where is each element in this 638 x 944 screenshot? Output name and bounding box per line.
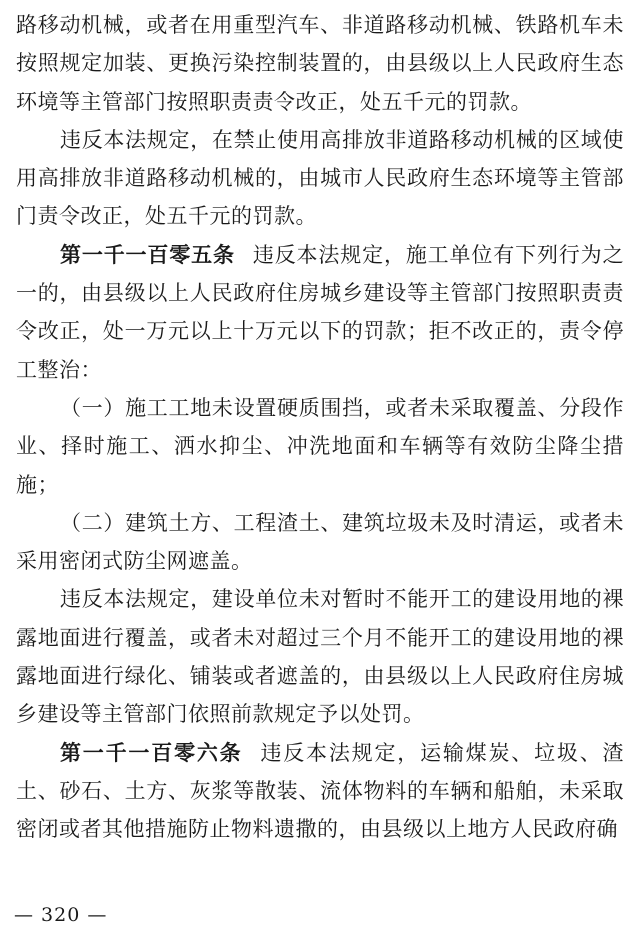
paragraph-text: 违反本法规定，建设单位未对暂时不能开工的建设用地的裸露地面进行覆盖，或者未对超过三个月不能开工的建设用地的裸露地面进行绿化、铺装或者遮盖的，由县级以上人民政府住房城乡建设等主管部门依照前款规定予以处罚。 xyxy=(16,587,624,727)
article-number: 第一千一百零五条 xyxy=(60,242,235,267)
paragraph-text: （一）施工工地未设置硬质围挡，或者未采取覆盖、分段作业、择时施工、洒水抑尘、冲洗地面和车辆等有效防尘降尘措施； xyxy=(16,395,624,497)
document-body xyxy=(16,6,624,849)
list-item-1 xyxy=(16,389,624,504)
paragraph-text: 违反本法规定，在禁止使用高排放非道路移动机械的区域使用高排放非道路移动机械的，由城市人民政府生态环境等主管部门责令改正，处五千元的罚款。 xyxy=(16,127,624,229)
article-1105 xyxy=(16,236,624,389)
paragraph-text: 违反本法规定，运输煤炭、垃圾、渣土、砂石、土方、灰浆等散装、流体物料的车辆和船舶，未采取密闭或者其他措施防止物料遗撒的，由县级以上地方人民政府确 xyxy=(16,740,625,842)
article-1106 xyxy=(16,734,624,849)
paragraph-text: 路移动机械，或者在用重型汽车、非道路移动机械、铁路机车未按照规定加装、更换污染控制装置的，由县级以上人民政府生态环境等主管部门按照职责责令改正，处五千元的罚款。 xyxy=(16,13,624,114)
paragraph-text: （二）建筑土方、工程渣土、建筑垃圾未及时清运，或者未采用密闭式防尘网遮盖。 xyxy=(16,510,624,574)
list-item-2 xyxy=(16,504,624,581)
paragraph xyxy=(16,580,624,733)
paragraph-continuation xyxy=(16,6,624,121)
paragraph xyxy=(16,121,624,236)
article-number: 第一千一百零六条 xyxy=(60,740,243,765)
page-number: — 320 — xyxy=(14,904,108,926)
paragraph-text: 违反本法规定，施工单位有下列行为之一的，由县级以上人民政府住房城乡建设等主管部门按照职责责令改正，处一万元以上十万元以下的罚款；拒不改正的，责令停工整治： xyxy=(16,242,625,382)
